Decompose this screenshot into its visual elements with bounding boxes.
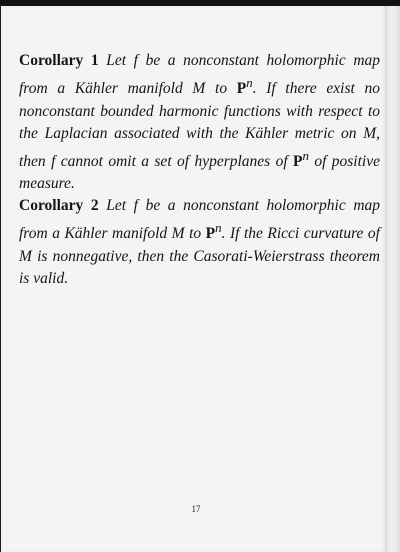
corollary-1-text-part-2: . If there exist no nonconstant bounded harmonic functions with respect to the Laplacian associated with the Kähler metric on M, then f cannot omit a set of hyperplanes of (19, 80, 380, 171)
corollary-1-number: 1 (90, 52, 99, 69)
projective-space-symbol: P (236, 80, 247, 98)
corollary-1-label: Corollary (19, 52, 84, 69)
projective-space-symbol: P (293, 153, 303, 171)
corollary-1-text-part-3: of positive measure. (19, 153, 380, 193)
dimension-superscript: n (215, 220, 222, 236)
projective-space-symbol: P (205, 225, 216, 243)
corollary-2 (19, 195, 380, 290)
corollary-1 (19, 50, 380, 196)
dimension-superscript: n (246, 75, 253, 91)
corollary-2-label: Corollary (19, 197, 84, 214)
document-page (1, 6, 385, 552)
dimension-superscript: n (302, 147, 309, 163)
corollary-2-text-part-1: Let f be a nonconstant holomorphic map from a Kähler manifold M to (19, 197, 381, 243)
corollary-1-text-part-1: Let f be a nonconstant holomorphic map from a Kähler manifold M to (19, 52, 381, 98)
page-right-edge (385, 6, 400, 552)
corollary-2-number: 2 (90, 197, 99, 214)
corollary-2-text-part-2: . If the Ricci curvature of M is nonnegative, then the Casorati-Weierstrass theorem is valid. (19, 225, 380, 287)
page-number: 17 (191, 504, 201, 514)
